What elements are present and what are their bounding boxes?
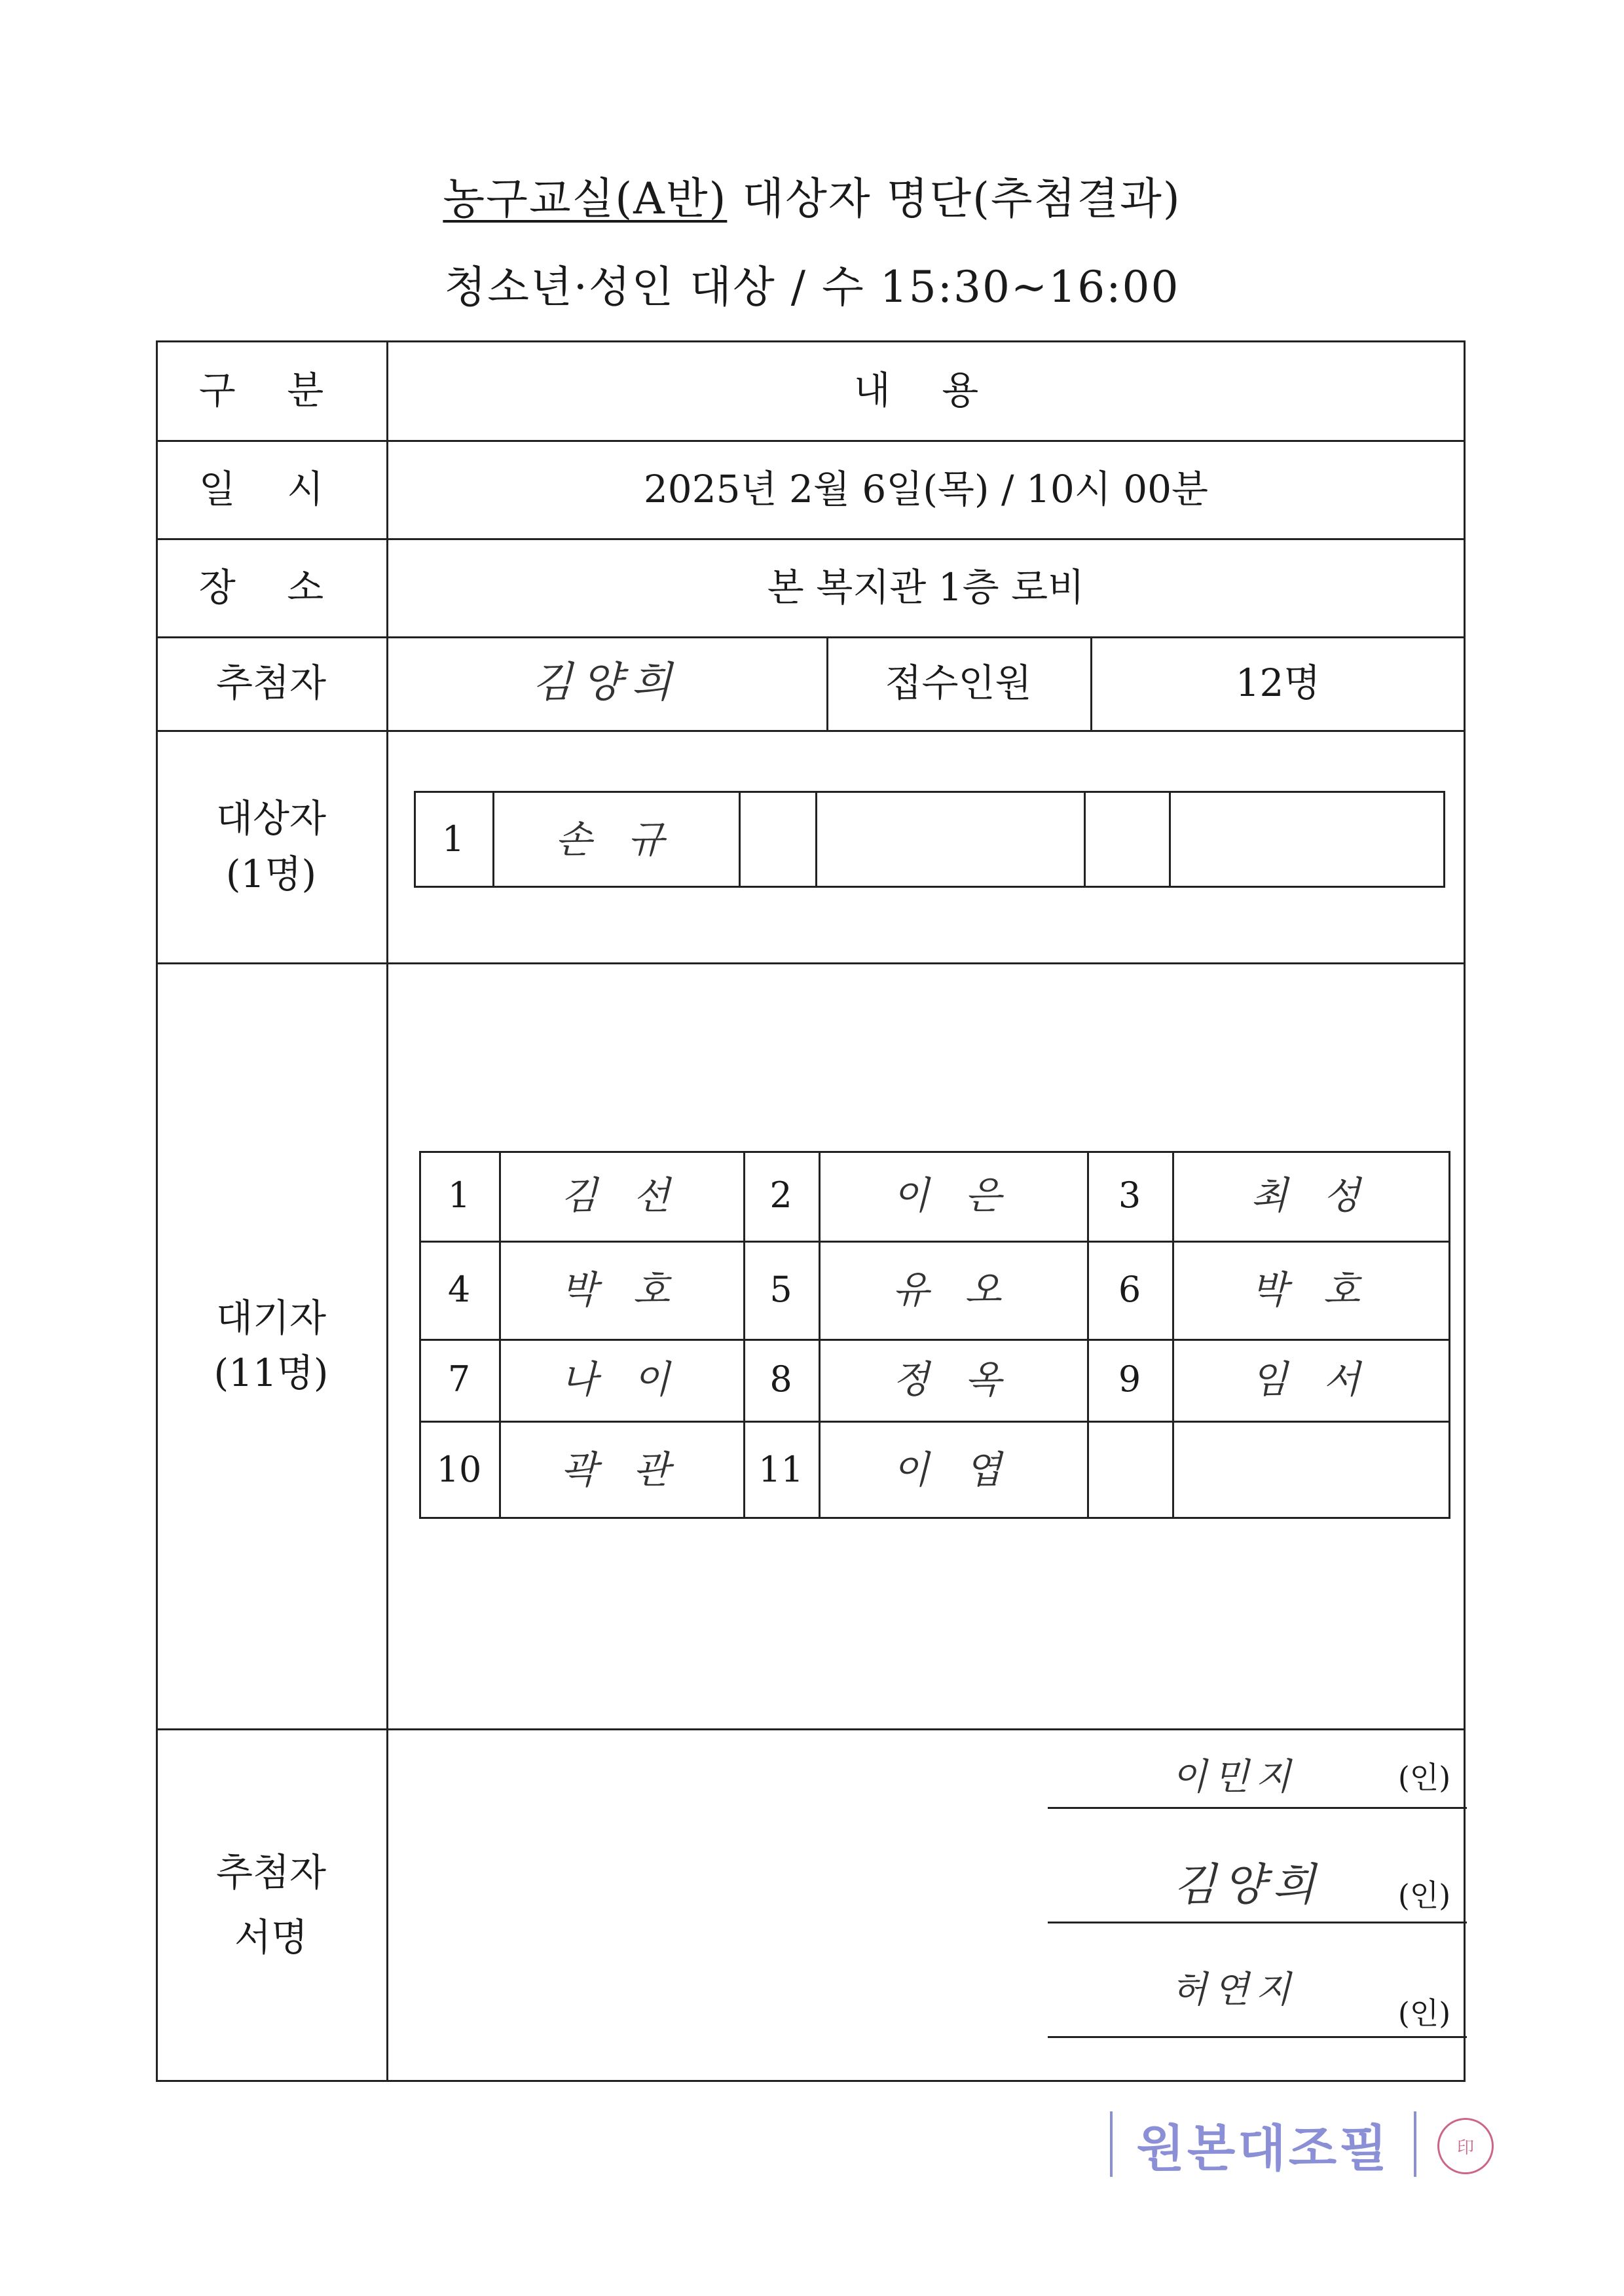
waiting-entry-number: 6 xyxy=(1118,1268,1141,1310)
waiting-entry-name: 임 서 xyxy=(1251,1357,1372,1402)
signer-name: 이민지 xyxy=(1171,1756,1298,1799)
signer-name: 허연지 xyxy=(1171,1969,1298,2012)
document-subtitle: 청소년·성인 대상 / 수 15:30~16:00 xyxy=(444,262,1180,312)
applicants-value: 12명 xyxy=(1235,661,1321,706)
title-rest: 대상자 명단(추첨결과) xyxy=(727,173,1181,224)
waiting-label-count: (11명) xyxy=(213,1351,329,1395)
waiting-entry-number: 8 xyxy=(769,1358,792,1400)
waiting-entry-name: 최 성 xyxy=(1251,1173,1372,1218)
waiting-entry-number: 2 xyxy=(769,1175,792,1216)
signer-seal-mark: (인) xyxy=(1397,1759,1451,1795)
applicants-label: 접수인원 xyxy=(885,661,1032,706)
selected-label-title: 대상자 xyxy=(215,796,327,841)
selected-list-divider xyxy=(739,791,741,888)
place-label: 장 소 xyxy=(198,564,344,610)
seal-icon: 印 xyxy=(1437,2118,1494,2174)
signer-name: 김양희 xyxy=(1173,1859,1322,1911)
waiting-entry-name: 박 호 xyxy=(561,1267,682,1312)
waiting-entry-number: 1 xyxy=(447,1175,471,1216)
selected-label xyxy=(156,730,386,962)
waiting-entry-number: 4 xyxy=(447,1268,471,1310)
waiting-label xyxy=(156,962,386,1728)
signer-seal-mark: (인) xyxy=(1397,1877,1451,1913)
drawer-label: 추첨자 xyxy=(215,661,327,706)
waiting-entry-name: 곽 관 xyxy=(561,1447,682,1492)
selected-label-count: (1명) xyxy=(225,851,317,896)
drawer-handwritten-name: 김양희 xyxy=(532,659,681,708)
title-class-name: 농구교실(A반) xyxy=(443,173,728,224)
signature-line xyxy=(1048,1807,1467,1809)
waiting-entry-name: 나 이 xyxy=(561,1357,682,1402)
selected-entry-name: 손 규 xyxy=(555,816,676,862)
waiting-entry-number: 7 xyxy=(447,1358,471,1400)
waiting-entry-number: 10 xyxy=(436,1448,482,1490)
datetime-label: 일 시 xyxy=(198,466,344,511)
document-title xyxy=(0,164,1624,226)
waiting-entry-number: 11 xyxy=(758,1448,803,1490)
place-value: 본 복지관 1층 로비 xyxy=(767,564,1085,610)
signature-label-title: 추첨자 xyxy=(215,1850,327,1895)
waiting-entry-name: 이 은 xyxy=(892,1173,1014,1218)
signature-line xyxy=(1048,1922,1467,1923)
waiting-label-title: 대기자 xyxy=(215,1295,327,1340)
waiting-entry-name: 정 옥 xyxy=(892,1357,1014,1402)
signature-label xyxy=(156,1728,386,2082)
signature-label-subtitle: 서명 xyxy=(234,1915,308,1959)
category-value: 내 용 xyxy=(853,367,999,412)
selected-list-divider xyxy=(1084,791,1086,888)
waiting-entry-name: 박 호 xyxy=(1251,1267,1372,1312)
waiting-entry-name: 김 선 xyxy=(561,1173,682,1218)
selected-entry-number: 1 xyxy=(441,818,465,860)
datetime-value: 2025년 2월 6일(목) / 10시 00분 xyxy=(643,466,1209,511)
waiting-entry-number: 3 xyxy=(1118,1175,1141,1216)
waiting-entry-name: 이 엽 xyxy=(892,1447,1014,1492)
waiting-entry-number: 9 xyxy=(1118,1358,1141,1400)
waiting-entry-name: 유 오 xyxy=(892,1267,1014,1312)
signature-line xyxy=(1048,2036,1467,2038)
certified-copy-stamp: 원본대조필 xyxy=(1110,2111,1416,2177)
selected-list-divider xyxy=(815,791,817,888)
category-label: 구 분 xyxy=(198,367,344,412)
selected-list-divider xyxy=(1169,791,1171,888)
signer-seal-mark: (인) xyxy=(1397,1995,1451,2031)
waiting-entry-number: 5 xyxy=(769,1268,792,1310)
